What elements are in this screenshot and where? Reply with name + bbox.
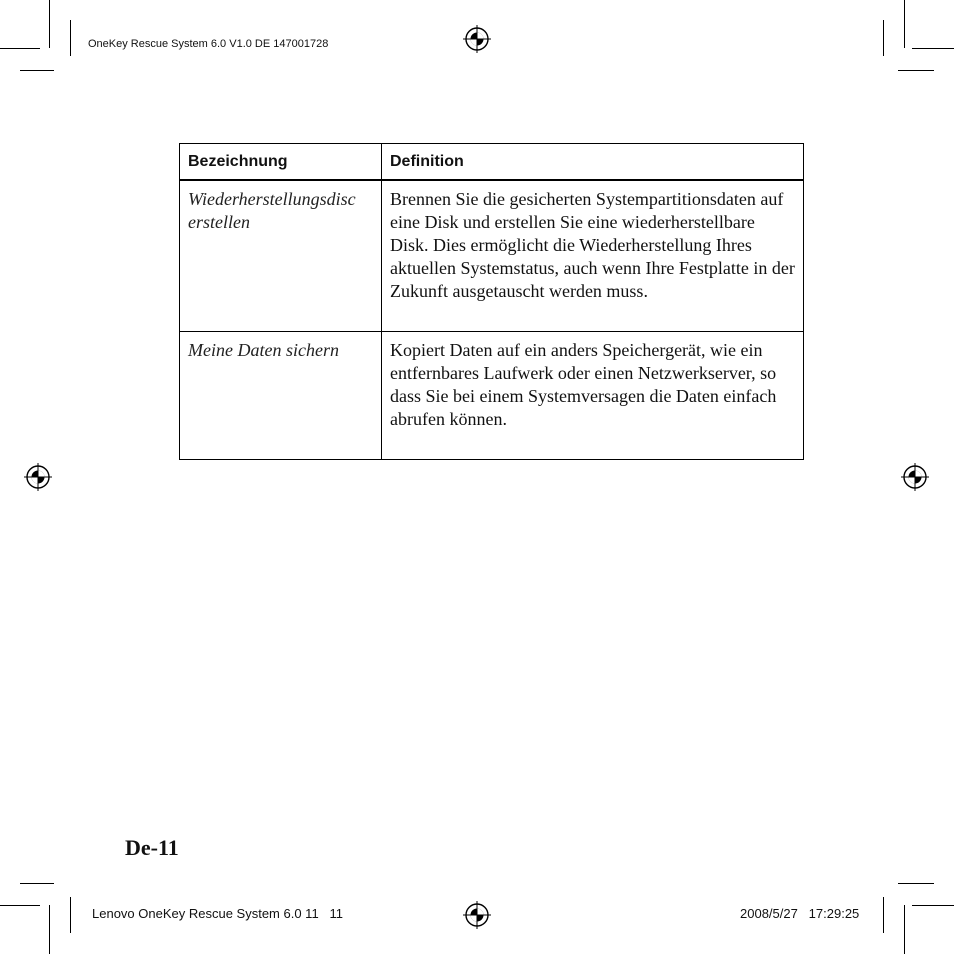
definition-cell: Brennen Sie die gesicherten Systempartitionsdaten auf eine Disk und erstellen Sie eine wiederherstellbare Disk. Dies ermöglicht die Wiederherstellung Ihres aktuellen Systemstatus, auch wenn Ihre Festplatte in der Zukunft ausgetauscht werden muss. xyxy=(382,180,804,331)
column-header-term: Bezeichnung xyxy=(180,144,382,181)
crop-mark xyxy=(49,905,50,954)
crop-mark xyxy=(70,897,71,933)
crop-mark xyxy=(912,905,954,906)
page-number: De-11 xyxy=(125,835,179,860)
footer-slug-left: Lenovo OneKey Rescue System 6.0 11 11 xyxy=(92,906,343,921)
crop-mark xyxy=(898,883,934,884)
term-cell: Wiederherstellungsdisc erstellen xyxy=(180,180,382,331)
table-row xyxy=(180,331,804,459)
registration-mark-icon xyxy=(462,24,492,54)
table-row xyxy=(180,180,804,331)
crop-mark xyxy=(70,20,71,56)
header-slug: OneKey Rescue System 6.0 V1.0 DE 147001728 xyxy=(88,38,329,50)
crop-mark xyxy=(904,905,905,954)
registration-mark-icon xyxy=(900,462,930,492)
registration-mark-icon xyxy=(462,900,492,930)
crop-mark xyxy=(20,70,54,71)
definition-cell: Kopiert Daten auf ein anders Speichergerät, wie ein entfernbares Laufwerk oder einen Netzwerkserver, so dass Sie bei einem Systemversagen die Daten einfach abrufen können. xyxy=(382,331,804,459)
table-header-row xyxy=(180,144,804,181)
crop-mark xyxy=(20,883,54,884)
crop-mark xyxy=(0,48,40,49)
crop-mark xyxy=(883,20,884,56)
crop-mark xyxy=(898,70,934,71)
crop-mark xyxy=(0,905,40,906)
column-header-definition: Definition xyxy=(382,144,804,181)
footer-slug-right: 2008/5/27 17:29:25 xyxy=(740,906,860,921)
crop-mark xyxy=(904,0,905,48)
crop-mark xyxy=(912,48,954,49)
definition-table xyxy=(179,143,804,460)
term-cell: Meine Daten sichern xyxy=(180,331,382,459)
crop-mark xyxy=(49,0,50,48)
registration-mark-icon xyxy=(23,462,53,492)
crop-mark xyxy=(883,897,884,933)
